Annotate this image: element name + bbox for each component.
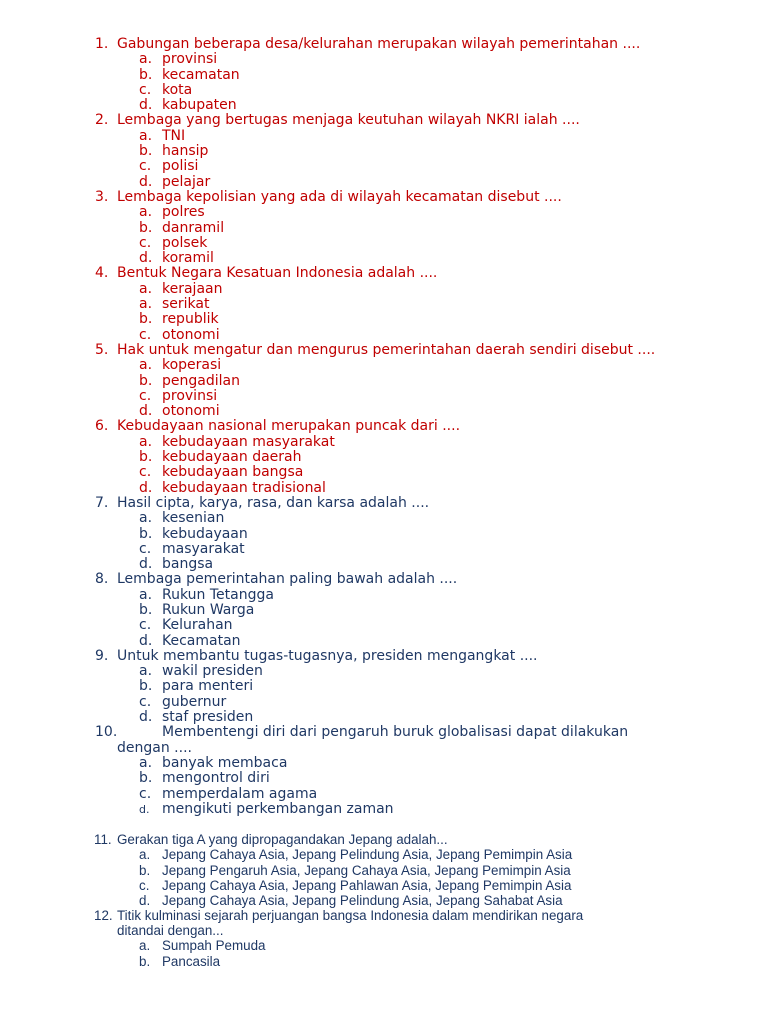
option-a: [0, 52, 768, 67]
option-text: banyak membaca: [162, 754, 288, 771]
option-d: [0, 404, 768, 419]
question-1: [0, 37, 768, 113]
question-text-continuation: dengan ....: [117, 739, 192, 756]
option-text: kesenian: [162, 510, 225, 527]
question-6: [0, 419, 768, 495]
option-text: Jepang Pengaruh Asia, Jepang Cahaya Asia, Jepang Pemimpin Asia: [162, 862, 571, 878]
question-7: [0, 496, 768, 572]
option-text: Sumpah Pemuda: [162, 938, 266, 954]
option-b: [0, 603, 768, 618]
option-letter: d.: [139, 892, 151, 908]
option-letter: a.: [139, 847, 151, 863]
question-text: Lembaga yang bertugas menjaga keutuhan wilayah NKRI ialah ....: [117, 112, 580, 129]
option-text: Kelurahan: [162, 617, 233, 634]
option-c: [0, 389, 768, 404]
option-text: polres: [162, 204, 205, 221]
option-d: [0, 802, 768, 817]
question-number: 12.: [94, 908, 113, 924]
option-letter: a.: [139, 510, 153, 527]
option-letter: b.: [139, 449, 153, 466]
option-letter: c.: [139, 540, 152, 557]
option-letter: d.: [139, 97, 153, 114]
option-letter: b.: [139, 219, 153, 236]
option-a-second: [0, 297, 768, 312]
option-text: Rukun Warga: [162, 601, 255, 618]
option-letter: c.: [139, 693, 152, 710]
option-text: kebudayaan masyarakat: [162, 433, 335, 450]
question-4: [0, 266, 768, 342]
option-text: kebudayaan daerah: [162, 449, 302, 466]
option-b: [0, 312, 768, 327]
option-text: mengikuti perkembangan zaman: [162, 800, 394, 817]
option-text: kerajaan: [162, 280, 223, 297]
option-letter: b.: [139, 601, 153, 618]
option-text: republik: [162, 311, 219, 328]
option-letter: c.: [139, 877, 150, 893]
question-list: [0, 37, 768, 969]
question-text: Lembaga kepolisian yang ada di wilayah kecamatan disebut ....: [117, 188, 562, 205]
option-a: [0, 129, 768, 144]
option-a: [0, 664, 768, 679]
question-number: 6.: [95, 418, 109, 435]
option-a: [0, 588, 768, 603]
option-letter: c.: [139, 464, 152, 481]
option-d: [0, 557, 768, 572]
option-letter: a.: [139, 663, 153, 680]
question-text: Lembaga pemerintahan paling bawah adalah ....: [117, 571, 458, 588]
question-9: [0, 649, 768, 725]
option-letter: d.: [139, 173, 153, 190]
option-text: para menteri: [162, 678, 254, 695]
question-text: Untuk membantu tugas-tugasnya, presiden mengangkat ....: [117, 647, 538, 664]
option-d: [0, 893, 768, 908]
option-c: [0, 878, 768, 893]
option-letter: d.: [139, 403, 153, 420]
option-letter: b.: [139, 143, 153, 160]
question-3: [0, 190, 768, 266]
question-text: Membentengi diri dari pengaruh buruk globalisasi dapat dilakukan: [162, 724, 629, 741]
option-text: polsek: [162, 234, 208, 251]
option-letter: d.: [139, 709, 153, 726]
option-d: [0, 98, 768, 113]
option-letter: a.: [139, 433, 153, 450]
question-10: [0, 725, 768, 817]
option-b: [0, 863, 768, 878]
option-letter: b.: [139, 311, 153, 328]
option-c: [0, 618, 768, 633]
question-12: [0, 908, 768, 969]
option-c: [0, 236, 768, 251]
question-number: 5.: [95, 341, 109, 358]
option-text: pengadilan: [162, 372, 240, 389]
option-a: [0, 282, 768, 297]
option-a: [0, 358, 768, 373]
question-number: 9.: [95, 647, 109, 664]
option-a: [0, 938, 768, 953]
option-letter: b.: [139, 525, 153, 542]
question-11: [0, 832, 768, 908]
option-text: kebudayaan bangsa: [162, 464, 304, 481]
option-text: otonomi: [162, 403, 220, 420]
option-letter: c.: [139, 158, 152, 175]
option-text: TNI: [162, 127, 186, 144]
question-text: Kebudayaan nasional merupakan puncak dari ....: [117, 418, 461, 435]
question-number: 2.: [95, 112, 109, 129]
question-2: [0, 113, 768, 189]
option-text: Pancasila: [162, 953, 221, 969]
option-b: [0, 144, 768, 159]
option-text: kebudayaan tradisional: [162, 479, 326, 496]
option-text: Rukun Tetangga: [162, 586, 274, 603]
option-text: polisi: [162, 158, 199, 175]
option-letter: d.: [139, 250, 153, 267]
question-number: 4.: [95, 265, 109, 282]
option-text: Jepang Cahaya Asia, Jepang Pelindung Asia, Jepang Sahabat Asia: [162, 892, 563, 908]
question-number: 7.: [95, 494, 109, 511]
option-letter: d.: [139, 802, 150, 816]
question-5: [0, 343, 768, 419]
option-b: [0, 954, 768, 969]
option-letter: a.: [139, 51, 153, 68]
option-b: [0, 68, 768, 83]
option-c: [0, 328, 768, 343]
question-8: [0, 572, 768, 648]
question-number: 3.: [95, 188, 109, 205]
question-number: 8.: [95, 571, 109, 588]
option-letter: d.: [139, 479, 153, 496]
question-number: 1.: [95, 36, 109, 52]
question-text: Hasil cipta, karya, rasa, dan karsa adalah ....: [117, 494, 430, 511]
option-letter: a.: [139, 938, 151, 954]
option-text: koramil: [162, 250, 214, 267]
question-number: 11.: [94, 832, 112, 848]
option-c: [0, 787, 768, 802]
option-letter: a.: [139, 204, 153, 221]
option-letter: b.: [139, 66, 153, 83]
option-text: pelajar: [162, 173, 211, 190]
option-d: [0, 481, 768, 496]
option-letter: c.: [139, 326, 152, 343]
option-text: Jepang Cahaya Asia, Jepang Pelindung Asia, Jepang Pemimpin Asia: [162, 847, 573, 863]
option-letter: b.: [139, 372, 153, 389]
option-letter: a.: [139, 586, 153, 603]
option-c: [0, 83, 768, 98]
option-a: [0, 435, 768, 450]
option-d: [0, 634, 768, 649]
option-text: kebudayaan: [162, 525, 248, 542]
option-letter: b.: [139, 953, 151, 969]
option-text: koperasi: [162, 357, 222, 374]
option-text: mengontrol diri: [162, 770, 270, 787]
blank-line: [0, 817, 768, 832]
option-b: [0, 771, 768, 786]
option-letter: b.: [139, 862, 151, 878]
option-letter: c.: [139, 617, 152, 634]
option-text: provinsi: [162, 387, 218, 404]
option-text: wakil presiden: [162, 663, 263, 680]
option-b: [0, 527, 768, 542]
option-b: [0, 679, 768, 694]
option-c: [0, 159, 768, 174]
option-text: memperdalam agama: [162, 785, 318, 802]
option-letter: d.: [139, 556, 153, 573]
option-a: [0, 756, 768, 771]
question-text: Bentuk Negara Kesatuan Indonesia adalah ....: [117, 265, 438, 282]
option-letter: a.: [139, 280, 153, 297]
option-text: kecamatan: [162, 66, 240, 83]
option-letter: a.: [139, 754, 153, 771]
option-c: [0, 542, 768, 557]
option-letter: a.: [139, 296, 153, 313]
option-letter: b.: [139, 678, 153, 695]
option-c: [0, 465, 768, 480]
option-c: [0, 695, 768, 710]
option-letter: c.: [139, 387, 152, 404]
option-text: staf presiden: [162, 709, 254, 726]
option-text: Jepang Cahaya Asia, Jepang Pahlawan Asia, Jepang Pemimpin Asia: [162, 877, 572, 893]
option-letter: a.: [139, 357, 153, 374]
option-letter: c.: [139, 234, 152, 251]
option-text: danramil: [162, 219, 225, 236]
question-number: 10.: [95, 724, 118, 741]
option-text: bangsa: [162, 556, 214, 573]
option-a: [0, 205, 768, 220]
option-text: Kecamatan: [162, 632, 241, 649]
option-letter: d.: [139, 632, 153, 649]
option-b: [0, 374, 768, 389]
option-text: masyarakat: [162, 540, 245, 557]
option-b: [0, 450, 768, 465]
option-text: provinsi: [162, 51, 218, 68]
question-text-continuation: ditandai dengan...: [117, 923, 224, 939]
option-d: [0, 251, 768, 266]
option-text: kabupaten: [162, 97, 237, 114]
option-text: serikat: [162, 296, 210, 313]
option-text: kota: [162, 81, 193, 98]
option-a: [0, 847, 768, 862]
question-text: Titik kulminasi sejarah perjuangan bangsa Indonesia dalam mendirikan negara: [117, 908, 584, 924]
option-d: [0, 710, 768, 725]
question-text: Gabungan beberapa desa/kelurahan merupakan wilayah pemerintahan ....: [117, 36, 641, 52]
question-text: Gerakan tiga A yang dipropagandakan Jepang adalah...: [117, 832, 448, 848]
option-letter: c.: [139, 785, 152, 802]
option-letter: b.: [139, 770, 153, 787]
option-d: [0, 175, 768, 190]
option-letter: c.: [139, 81, 152, 98]
question-text: Hak untuk mengatur dan mengurus pemerintahan daerah sendiri disebut ....: [117, 341, 656, 358]
option-text: hansip: [162, 143, 209, 160]
option-text: gubernur: [162, 693, 227, 710]
option-b: [0, 221, 768, 236]
option-text: otonomi: [162, 326, 220, 343]
option-a: [0, 511, 768, 526]
option-letter: a.: [139, 127, 153, 144]
